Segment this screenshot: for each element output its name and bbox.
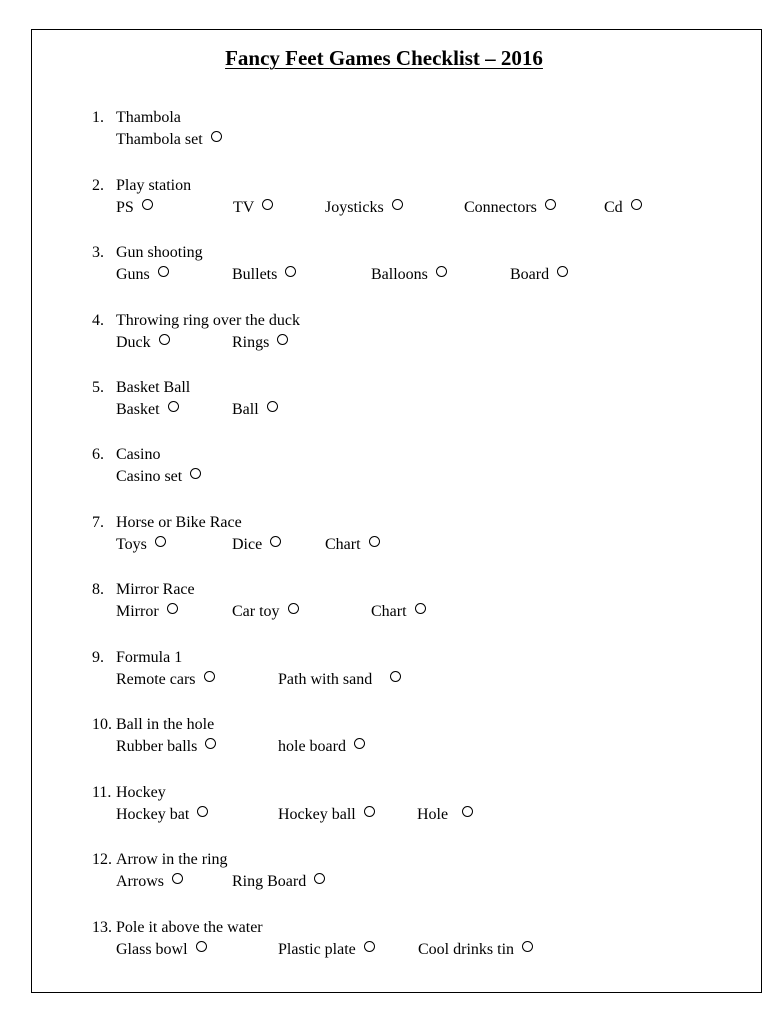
section-heading: 3. Gun shooting xyxy=(92,244,203,261)
checkbox-circle-icon[interactable] xyxy=(168,401,179,412)
checklist-item-glass-bowl[interactable]: Glass bowl xyxy=(116,939,207,961)
section-mirror-race xyxy=(92,579,752,627)
checkbox-circle-icon[interactable] xyxy=(436,266,447,277)
checklist-item-remote-cars[interactable]: Remote cars xyxy=(116,669,215,691)
section-heading: 12. Arrow in the ring xyxy=(92,851,228,868)
section-horse-bike-race xyxy=(92,512,752,560)
section-thambola xyxy=(92,107,752,155)
checklist-item-thambola-set[interactable]: Thambola set xyxy=(116,129,222,151)
checkbox-circle-icon[interactable] xyxy=(545,199,556,210)
section-heading: 2. Play station xyxy=(92,177,192,194)
checkbox-circle-icon[interactable] xyxy=(204,671,215,682)
section-heading: 13. Pole it above the water xyxy=(92,919,263,936)
checklist-item-ps[interactable]: PS xyxy=(116,197,153,219)
checkbox-circle-icon[interactable] xyxy=(277,334,288,345)
checkbox-circle-icon[interactable] xyxy=(158,266,169,277)
section-formula-1 xyxy=(92,647,752,695)
checklist-item-hole-board[interactable]: hole board xyxy=(278,736,365,758)
checkbox-circle-icon[interactable] xyxy=(364,806,375,817)
section-gun-shooting xyxy=(92,242,752,290)
checkbox-circle-icon[interactable] xyxy=(314,873,325,884)
checklist-item-mirror[interactable]: Mirror xyxy=(116,601,178,623)
checkbox-circle-icon[interactable] xyxy=(415,603,426,614)
checkbox-circle-icon[interactable] xyxy=(211,131,222,142)
section-throwing-ring xyxy=(92,310,752,358)
checkbox-circle-icon[interactable] xyxy=(196,941,207,952)
checklist-item-plastic-plate[interactable]: Plastic plate xyxy=(278,939,375,961)
checkbox-circle-icon[interactable] xyxy=(631,199,642,210)
checklist-item-rubber-balls[interactable]: Rubber balls xyxy=(116,736,216,758)
checkbox-circle-icon[interactable] xyxy=(392,199,403,210)
checklist-item-casino-set[interactable]: Casino set xyxy=(116,466,201,488)
checklist-item-hole[interactable]: Hole xyxy=(417,804,473,826)
checklist-item-chart[interactable]: Chart xyxy=(371,601,426,623)
section-casino xyxy=(92,444,752,492)
checklist-item-dice[interactable]: Dice xyxy=(232,534,281,556)
checklist-item-hockey-ball[interactable]: Hockey ball xyxy=(278,804,375,826)
checkbox-circle-icon[interactable] xyxy=(267,401,278,412)
section-pole-above-water xyxy=(92,917,752,965)
section-heading: 6. Casino xyxy=(92,446,161,463)
section-heading: 9. Formula 1 xyxy=(92,649,183,666)
section-heading: 10. Ball in the hole xyxy=(92,716,215,733)
checkbox-circle-icon[interactable] xyxy=(197,806,208,817)
checklist-item-rings[interactable]: Rings xyxy=(232,332,288,354)
checklist-item-connectors[interactable]: Connectors xyxy=(464,197,556,219)
checklist-item-basket[interactable]: Basket xyxy=(116,399,179,421)
checklist-item-chart[interactable]: Chart xyxy=(325,534,380,556)
section-heading: 1. Thambola xyxy=(92,109,181,126)
checkbox-circle-icon[interactable] xyxy=(288,603,299,614)
checklist-item-path-with-sand[interactable]: Path with sand xyxy=(278,669,401,691)
section-ball-in-the-hole xyxy=(92,714,752,762)
checkbox-circle-icon[interactable] xyxy=(557,266,568,277)
checkbox-circle-icon[interactable] xyxy=(172,873,183,884)
checklist-item-balloons[interactable]: Balloons xyxy=(371,264,447,286)
checklist-item-ring-board[interactable]: Ring Board xyxy=(232,871,325,893)
section-hockey xyxy=(92,782,752,830)
checklist-item-cool-drinks-tin[interactable]: Cool drinks tin xyxy=(418,939,533,961)
checklist-item-guns[interactable]: Guns xyxy=(116,264,169,286)
section-play-station xyxy=(92,175,752,223)
section-heading: 7. Horse or Bike Race xyxy=(92,514,242,531)
checkbox-circle-icon[interactable] xyxy=(462,806,473,817)
checkbox-circle-icon[interactable] xyxy=(190,468,201,479)
checkbox-circle-icon[interactable] xyxy=(262,199,273,210)
checkbox-circle-icon[interactable] xyxy=(354,738,365,749)
checkbox-circle-icon[interactable] xyxy=(270,536,281,547)
checklist-item-board[interactable]: Board xyxy=(510,264,568,286)
checklist-item-duck[interactable]: Duck xyxy=(116,332,170,354)
checkbox-circle-icon[interactable] xyxy=(155,536,166,547)
page-title: Fancy Feet Games Checklist – 2016 xyxy=(225,46,543,70)
section-basket-ball xyxy=(92,377,752,425)
checklist-item-arrows[interactable]: Arrows xyxy=(116,871,183,893)
checkbox-circle-icon[interactable] xyxy=(369,536,380,547)
checklist-item-toys[interactable]: Toys xyxy=(116,534,166,556)
section-heading: 5. Basket Ball xyxy=(92,379,191,396)
checkbox-circle-icon[interactable] xyxy=(522,941,533,952)
checkbox-circle-icon[interactable] xyxy=(390,671,401,682)
checkbox-circle-icon[interactable] xyxy=(142,199,153,210)
section-arrow-in-the-ring xyxy=(92,849,752,897)
section-heading: 11. Hockey xyxy=(92,784,166,801)
checklist-item-joysticks[interactable]: Joysticks xyxy=(325,197,403,219)
checklist-item-car-toy[interactable]: Car toy xyxy=(232,601,299,623)
checklist-item-tv[interactable]: TV xyxy=(233,197,273,219)
checklist-item-bullets[interactable]: Bullets xyxy=(232,264,296,286)
checklist-item-cd[interactable]: Cd xyxy=(604,197,642,219)
checkbox-circle-icon[interactable] xyxy=(167,603,178,614)
checkbox-circle-icon[interactable] xyxy=(205,738,216,749)
checkbox-circle-icon[interactable] xyxy=(364,941,375,952)
checkbox-circle-icon[interactable] xyxy=(285,266,296,277)
checklist-item-hockey-bat[interactable]: Hockey bat xyxy=(116,804,208,826)
section-heading: 8. Mirror Race xyxy=(92,581,195,598)
section-heading: 4. Throwing ring over the duck xyxy=(92,312,300,329)
checkbox-circle-icon[interactable] xyxy=(159,334,170,345)
checklist-item-ball[interactable]: Ball xyxy=(232,399,278,421)
